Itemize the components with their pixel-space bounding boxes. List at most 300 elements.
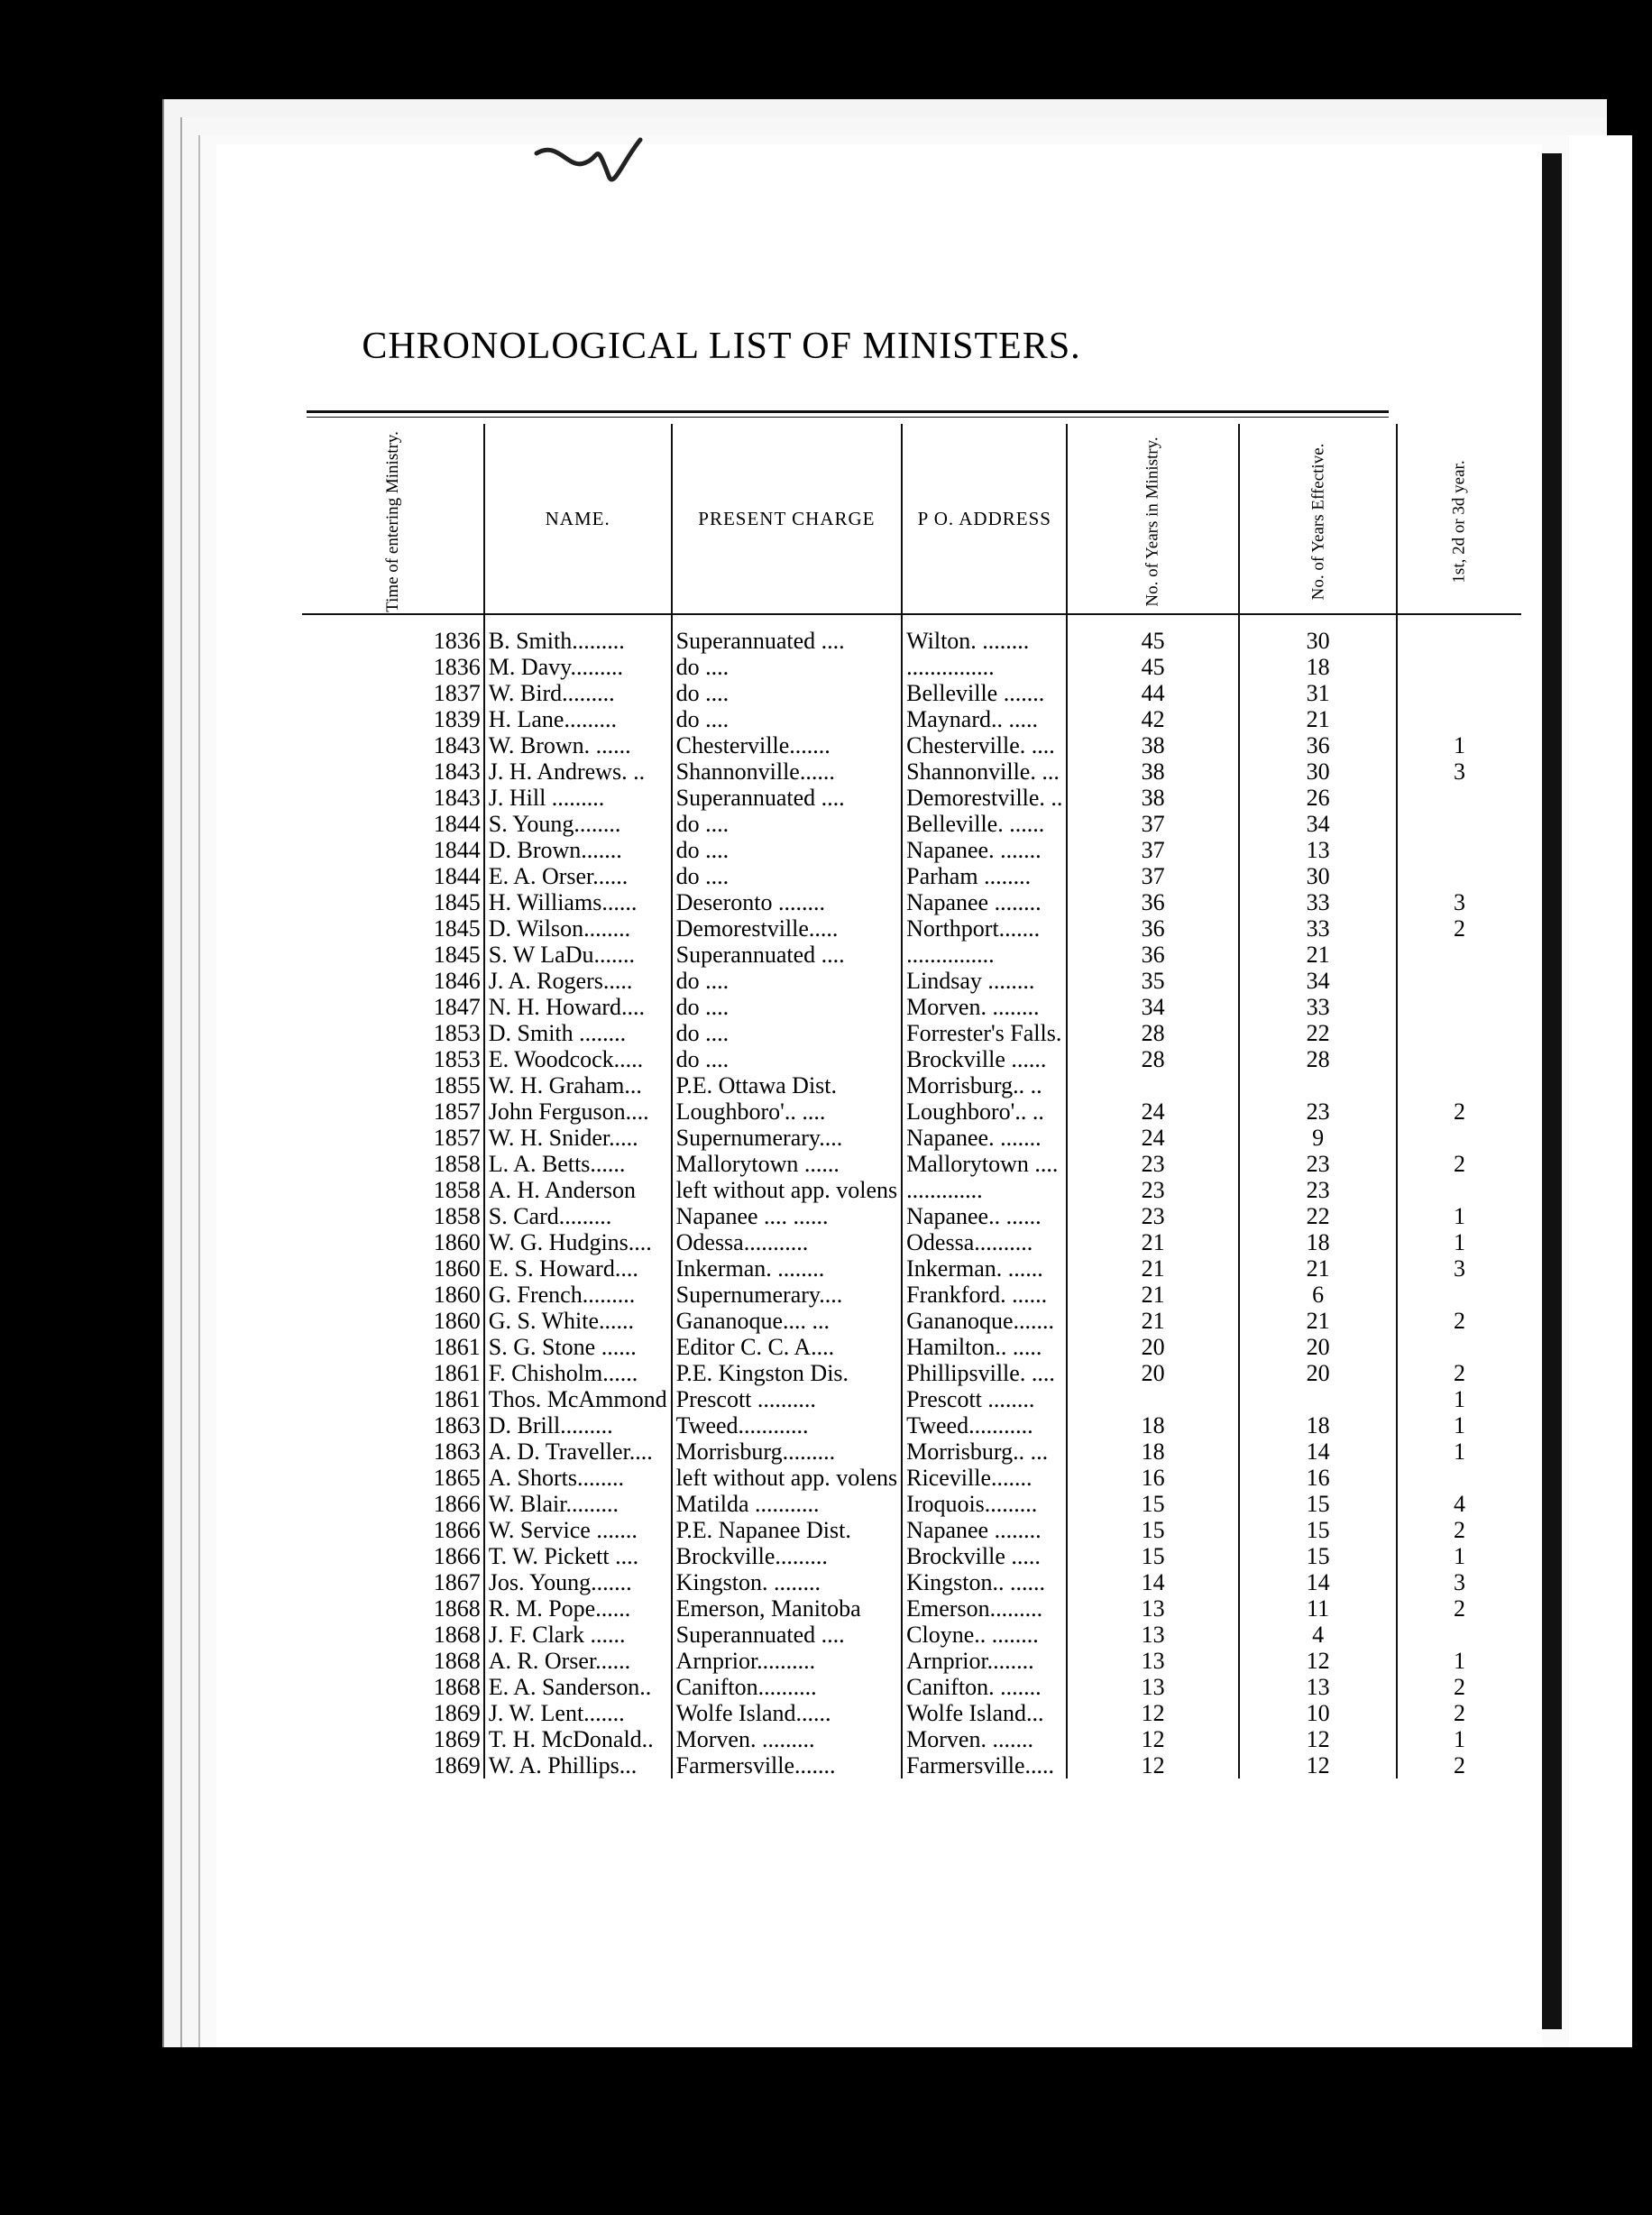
cell-year-term: 2 — [1454, 1674, 1466, 1700]
cell-year: 1845 — [302, 889, 484, 915]
cell-years-effective: 28 — [1239, 1046, 1398, 1072]
col-header-year-term: 1st, 2d or 3d year. — [1397, 424, 1520, 614]
cell-years-ministry: 18 — [1067, 1412, 1238, 1438]
cell-year-term: 1 — [1454, 1648, 1466, 1674]
cell-charge: left without app. volens — [672, 1465, 903, 1491]
cell-years-ministry: 13 — [1067, 1622, 1238, 1648]
table-row — [302, 1360, 1521, 1386]
cell-year: 1857 — [302, 1098, 484, 1125]
cell-year-term: 3 — [1454, 889, 1466, 915]
col-header-years-effective: No. of Years Effective. — [1239, 424, 1398, 614]
cell-year: 1843 — [302, 732, 484, 758]
cell-years-effective: 21 — [1239, 706, 1398, 732]
cell-year: 1865 — [302, 1465, 484, 1491]
table-row — [302, 1020, 1521, 1046]
cell-years-ministry: 14 — [1067, 1569, 1238, 1595]
cell-address: Napanee. ....... — [902, 1125, 1067, 1151]
cell-charge: Odessa........... — [672, 1229, 903, 1255]
cell-charge: Canifton.......... — [672, 1674, 903, 1700]
page-gutter-shadow — [1542, 153, 1562, 2029]
cell-address: Brockville ..... — [902, 1543, 1067, 1569]
cell-charge: Superannuated .... — [672, 785, 903, 811]
cell-charge: Morven. ......... — [672, 1726, 903, 1752]
cell-year-term: 2 — [1454, 1752, 1466, 1778]
cell-years-effective: 15 — [1239, 1543, 1398, 1569]
cell-years-ministry: 38 — [1067, 758, 1238, 785]
table-row — [302, 915, 1521, 942]
cell-years-ministry: 21 — [1067, 1255, 1238, 1282]
cell-charge: Inkerman. ........ — [672, 1255, 903, 1282]
cell-year-term — [1397, 837, 1520, 863]
table-row — [302, 1046, 1521, 1072]
table-row — [302, 1386, 1521, 1412]
col-header-charge: PRESENT CHARGE — [672, 424, 903, 614]
cell-years-effective: 21 — [1239, 1308, 1398, 1334]
cell-charge: do .... — [672, 654, 903, 680]
cell-years-effective: 33 — [1239, 889, 1398, 915]
cell-name: A. H. Anderson — [484, 1177, 672, 1203]
handwritten-check-mark — [532, 135, 676, 198]
cell-years-effective: 13 — [1239, 1674, 1398, 1700]
cell-charge: do .... — [672, 706, 903, 732]
cell-years-effective: 15 — [1239, 1517, 1398, 1543]
cell-name: D. Brown....... — [484, 837, 672, 863]
table-row — [302, 680, 1521, 706]
cell-address: Tweed........... — [902, 1412, 1067, 1438]
cell-name: J. W. Lent....... — [484, 1700, 672, 1726]
cell-year: 1866 — [302, 1543, 484, 1569]
cell-name: L. A. Betts...... — [484, 1151, 672, 1177]
cell-years-effective: 10 — [1239, 1700, 1398, 1726]
cell-years-effective: 18 — [1239, 1412, 1398, 1438]
table-row — [302, 1255, 1521, 1282]
cell-address: Canifton. ....... — [902, 1674, 1067, 1700]
cell-address: Northport....... — [902, 915, 1067, 942]
cell-year-term: 2 — [1454, 1308, 1466, 1334]
cell-charge: do .... — [672, 994, 903, 1020]
cell-year-term — [1397, 811, 1520, 837]
cell-address: Riceville....... — [902, 1465, 1067, 1491]
cell-name: S. Young........ — [484, 811, 672, 837]
ministers-table — [302, 424, 1521, 1778]
cell-name: H. Lane......... — [484, 706, 672, 732]
cell-year: 1861 — [302, 1360, 484, 1386]
col-header-address: P O. ADDRESS — [902, 424, 1067, 614]
cell-years-effective: 6 — [1239, 1282, 1398, 1308]
cell-years-ministry: 45 — [1067, 654, 1238, 680]
cell-address: ............... — [902, 942, 1067, 968]
cell-name: T. H. McDonald.. — [484, 1726, 672, 1752]
cell-years-effective: 33 — [1239, 994, 1398, 1020]
cell-charge: Superannuated .... — [672, 614, 903, 654]
cell-years-effective: 23 — [1239, 1177, 1398, 1203]
cell-year-term — [1397, 863, 1520, 889]
cell-name: W. Bird......... — [484, 680, 672, 706]
cell-years-ministry: 13 — [1067, 1674, 1238, 1700]
cell-years-effective: 12 — [1239, 1752, 1398, 1778]
table-row — [302, 1125, 1521, 1151]
cell-year-term — [1397, 968, 1520, 994]
cell-address: Napanee. ....... — [902, 837, 1067, 863]
cell-year-term — [1397, 654, 1520, 680]
cell-name: E. A. Sanderson.. — [484, 1674, 672, 1700]
cell-years-effective: 23 — [1239, 1151, 1398, 1177]
cell-years-ministry — [1067, 1072, 1238, 1098]
cell-charge: Wolfe Island...... — [672, 1700, 903, 1726]
table-row — [302, 1648, 1521, 1674]
cell-years-ministry: 20 — [1067, 1360, 1238, 1386]
table-row — [302, 1151, 1521, 1177]
cell-year: 1846 — [302, 968, 484, 994]
cell-charge: Mallorytown ...... — [672, 1151, 903, 1177]
table-row — [302, 758, 1521, 785]
table-top-rule — [307, 410, 1389, 418]
cell-name: E. A. Orser...... — [484, 863, 672, 889]
table-row — [302, 1517, 1521, 1543]
table-row — [302, 1726, 1521, 1752]
cell-address: Loughboro'.. .. — [902, 1098, 1067, 1125]
cell-name: John Ferguson.... — [484, 1098, 672, 1125]
cell-address: Maynard.. ..... — [902, 706, 1067, 732]
table-row — [302, 732, 1521, 758]
cell-years-ministry: 45 — [1067, 614, 1238, 654]
cell-years-ministry: 13 — [1067, 1595, 1238, 1622]
cell-charge: P.E. Kingston Dis. — [672, 1360, 903, 1386]
table-row — [302, 1229, 1521, 1255]
cell-years-effective: 4 — [1239, 1622, 1398, 1648]
cell-address: Frankford. ...... — [902, 1282, 1067, 1308]
cell-year-term: 4 — [1454, 1491, 1466, 1517]
cell-name: W. H. Graham... — [484, 1072, 672, 1098]
cell-year-term: 1 — [1454, 1412, 1466, 1438]
cell-name: B. Smith......... — [484, 614, 672, 654]
table-row — [302, 1334, 1521, 1360]
col-header-time: Time of entering Ministry. — [302, 424, 484, 614]
cell-address: Lindsay ........ — [902, 968, 1067, 994]
cell-years-ministry: 20 — [1067, 1334, 1238, 1360]
cell-years-ministry: 23 — [1067, 1151, 1238, 1177]
cell-years-effective: 21 — [1239, 1255, 1398, 1282]
cell-name: E. S. Howard.... — [484, 1255, 672, 1282]
cell-name: D. Brill......... — [484, 1412, 672, 1438]
cell-years-effective: 14 — [1239, 1438, 1398, 1465]
cell-name: A. Shorts........ — [484, 1465, 672, 1491]
table-row — [302, 1282, 1521, 1308]
table-row — [302, 1072, 1521, 1098]
cell-year-term: 1 — [1454, 1229, 1466, 1255]
cell-years-ministry: 15 — [1067, 1543, 1238, 1569]
cell-charge: Gananoque.... ... — [672, 1308, 903, 1334]
cell-name: W. A. Phillips... — [484, 1752, 672, 1778]
cell-year: 1844 — [302, 811, 484, 837]
table-row — [302, 1308, 1521, 1334]
cell-year: 1845 — [302, 942, 484, 968]
cell-charge: Napanee .... ...... — [672, 1203, 903, 1229]
cell-address: Napanee.. ...... — [902, 1203, 1067, 1229]
cell-year-term — [1397, 1072, 1520, 1098]
cell-year: 1837 — [302, 680, 484, 706]
table-row — [302, 1543, 1521, 1569]
cell-year: 1858 — [302, 1203, 484, 1229]
cell-address: Morrisburg.. .. — [902, 1072, 1067, 1098]
cell-address: Inkerman. ...... — [902, 1255, 1067, 1282]
cell-years-ministry: 23 — [1067, 1177, 1238, 1203]
cell-year-term: 3 — [1454, 1569, 1466, 1595]
table-row — [302, 1752, 1521, 1778]
cell-address: ............. — [902, 1177, 1067, 1203]
table-row — [302, 968, 1521, 994]
cell-years-ministry: 42 — [1067, 706, 1238, 732]
table-row — [302, 994, 1521, 1020]
cell-year: 1847 — [302, 994, 484, 1020]
cell-years-effective: 33 — [1239, 915, 1398, 942]
cell-charge: Superannuated .... — [672, 1622, 903, 1648]
cell-year-term — [1397, 994, 1520, 1020]
cell-years-effective — [1239, 1072, 1398, 1098]
cell-charge: Farmersville....... — [672, 1752, 903, 1778]
cell-years-ministry: 16 — [1067, 1465, 1238, 1491]
cell-year-term — [1397, 614, 1520, 654]
cell-year-term — [1397, 706, 1520, 732]
cell-year: 1860 — [302, 1229, 484, 1255]
cell-year-term — [1397, 1046, 1520, 1072]
cell-years-ministry: 23 — [1067, 1203, 1238, 1229]
cell-charge: do .... — [672, 968, 903, 994]
cell-year: 1868 — [302, 1595, 484, 1622]
cell-address: Demorestville. .. — [902, 785, 1067, 811]
cell-address: Arnprior........ — [902, 1648, 1067, 1674]
cell-year-term: 2 — [1454, 1360, 1466, 1386]
table-row — [302, 942, 1521, 968]
cell-year: 1868 — [302, 1622, 484, 1648]
cell-charge: do .... — [672, 1046, 903, 1072]
cell-years-ministry: 38 — [1067, 732, 1238, 758]
cell-year-term: 2 — [1454, 1151, 1466, 1177]
table-header-row — [302, 424, 1521, 614]
cell-years-ministry: 18 — [1067, 1438, 1238, 1465]
cell-charge: Matilda ........... — [672, 1491, 903, 1517]
cell-charge: Morrisburg......... — [672, 1438, 903, 1465]
cell-name: N. H. Howard.... — [484, 994, 672, 1020]
cell-name: M. Davy......... — [484, 654, 672, 680]
cell-year: 1863 — [302, 1438, 484, 1465]
cell-name: S. G. Stone ...... — [484, 1334, 672, 1360]
cell-years-ministry: 34 — [1067, 994, 1238, 1020]
cell-years-effective: 18 — [1239, 654, 1398, 680]
cell-address: Farmersville..... — [902, 1752, 1067, 1778]
cell-years-effective: 23 — [1239, 1098, 1398, 1125]
cell-years-ministry: 13 — [1067, 1648, 1238, 1674]
cell-charge: Editor C. C. A.... — [672, 1334, 903, 1360]
cell-charge: Kingston. ........ — [672, 1569, 903, 1595]
table-row — [302, 837, 1521, 863]
cell-years-effective: 34 — [1239, 811, 1398, 837]
table-row — [302, 1438, 1521, 1465]
cell-name: J. A. Rogers..... — [484, 968, 672, 994]
cell-year: 1858 — [302, 1177, 484, 1203]
cell-year: 1868 — [302, 1674, 484, 1700]
cell-year: 1836 — [302, 654, 484, 680]
cell-charge: do .... — [672, 837, 903, 863]
table-row — [302, 1203, 1521, 1229]
cell-name: W. Blair......... — [484, 1491, 672, 1517]
cell-charge: Chesterville....... — [672, 732, 903, 758]
cell-address: Chesterville. .... — [902, 732, 1067, 758]
cell-years-ministry: 37 — [1067, 863, 1238, 889]
cell-name: D. Wilson........ — [484, 915, 672, 942]
cell-years-effective: 15 — [1239, 1491, 1398, 1517]
cell-charge: P.E. Napanee Dist. — [672, 1517, 903, 1543]
cell-name: H. Williams...... — [484, 889, 672, 915]
cell-year-term: 1 — [1454, 1438, 1466, 1465]
cell-year: 1863 — [302, 1412, 484, 1438]
cell-year: 1843 — [302, 785, 484, 811]
cell-years-ministry: 24 — [1067, 1125, 1238, 1151]
cell-charge: Superannuated .... — [672, 942, 903, 968]
cell-years-effective: 14 — [1239, 1569, 1398, 1595]
cell-year-term — [1397, 1125, 1520, 1151]
cell-charge: Supernumerary.... — [672, 1282, 903, 1308]
cell-charge: Brockville......... — [672, 1543, 903, 1569]
cell-year: 1860 — [302, 1282, 484, 1308]
cell-name: S. Card......... — [484, 1203, 672, 1229]
cell-charge: Deseronto ........ — [672, 889, 903, 915]
cell-year: 1857 — [302, 1125, 484, 1151]
cell-year-term — [1397, 680, 1520, 706]
cell-years-ministry: 36 — [1067, 915, 1238, 942]
cell-years-effective: 34 — [1239, 968, 1398, 994]
cell-year: 1861 — [302, 1334, 484, 1360]
cell-year-term: 1 — [1454, 1386, 1466, 1412]
cell-year-term — [1397, 1334, 1520, 1360]
cell-years-effective: 16 — [1239, 1465, 1398, 1491]
cell-charge: Arnprior.......... — [672, 1648, 903, 1674]
cell-years-ministry: 36 — [1067, 889, 1238, 915]
cell-year-term: 1 — [1454, 1543, 1466, 1569]
cell-address: Morrisburg.. ... — [902, 1438, 1067, 1465]
col-header-name: NAME. — [484, 424, 672, 614]
cell-year: 1843 — [302, 758, 484, 785]
cell-year: 1869 — [302, 1700, 484, 1726]
cell-years-effective: 36 — [1239, 732, 1398, 758]
cell-years-ministry: 21 — [1067, 1282, 1238, 1308]
cell-years-effective: 9 — [1239, 1125, 1398, 1151]
cell-charge: do .... — [672, 811, 903, 837]
cell-years-effective: 22 — [1239, 1203, 1398, 1229]
ministers-table-container — [302, 424, 1470, 1778]
cell-years-ministry: 24 — [1067, 1098, 1238, 1125]
cell-year: 1860 — [302, 1308, 484, 1334]
cell-year: 1844 — [302, 837, 484, 863]
cell-name: J. H. Andrews. .. — [484, 758, 672, 785]
cell-charge: Prescott .......... — [672, 1386, 903, 1412]
cell-years-effective: 11 — [1239, 1595, 1398, 1622]
cell-name: G. French......... — [484, 1282, 672, 1308]
cell-year-term: 2 — [1454, 1517, 1466, 1543]
cell-name: D. Smith ........ — [484, 1020, 672, 1046]
cell-charge: Emerson, Manitoba — [672, 1595, 903, 1622]
cell-address: Emerson......... — [902, 1595, 1067, 1622]
page-title: CHRONOLOGICAL LIST OF MINISTERS. — [362, 326, 1081, 367]
cell-name: E. Woodcock..... — [484, 1046, 672, 1072]
cell-year-term: 3 — [1454, 1255, 1466, 1282]
cell-years-effective: 30 — [1239, 863, 1398, 889]
cell-address: Morven. ....... — [902, 1726, 1067, 1752]
table-row — [302, 1595, 1521, 1622]
cell-name: J. F. Clark ...... — [484, 1622, 672, 1648]
table-row — [302, 811, 1521, 837]
cell-years-effective: 12 — [1239, 1726, 1398, 1752]
cell-charge: Demorestville..... — [672, 915, 903, 942]
cell-years-effective — [1239, 1386, 1398, 1412]
cell-year: 1866 — [302, 1517, 484, 1543]
cell-years-ministry: 21 — [1067, 1229, 1238, 1255]
cell-years-effective: 20 — [1239, 1334, 1398, 1360]
cell-year: 1855 — [302, 1072, 484, 1098]
cell-year-term: 2 — [1454, 1098, 1466, 1125]
cell-charge: do .... — [672, 863, 903, 889]
cell-address: Hamilton.. ..... — [902, 1334, 1067, 1360]
cell-address: Shannonville. ... — [902, 758, 1067, 785]
cell-charge: do .... — [672, 1020, 903, 1046]
cell-address: ............... — [902, 654, 1067, 680]
cell-year: 1845 — [302, 915, 484, 942]
cell-year: 1867 — [302, 1569, 484, 1595]
cell-name: A. D. Traveller.... — [484, 1438, 672, 1465]
cell-years-ministry: 28 — [1067, 1020, 1238, 1046]
cell-year: 1866 — [302, 1491, 484, 1517]
cell-years-ministry: 36 — [1067, 942, 1238, 968]
table-row — [302, 1622, 1521, 1648]
cell-charge: Shannonville...... — [672, 758, 903, 785]
cell-years-ministry: 15 — [1067, 1517, 1238, 1543]
cell-name: Thos. McAmmond — [484, 1386, 672, 1412]
cell-years-effective: 20 — [1239, 1360, 1398, 1386]
cell-address: Gananoque....... — [902, 1308, 1067, 1334]
cell-name: W. G. Hudgins.... — [484, 1229, 672, 1255]
table-row — [302, 1177, 1521, 1203]
table-row — [302, 1674, 1521, 1700]
cell-address: Iroquois......... — [902, 1491, 1067, 1517]
cell-years-ministry: 21 — [1067, 1308, 1238, 1334]
cell-years-effective: 22 — [1239, 1020, 1398, 1046]
cell-charge: P.E. Ottawa Dist. — [672, 1072, 903, 1098]
cell-year-term: 1 — [1454, 732, 1466, 758]
cell-years-effective: 18 — [1239, 1229, 1398, 1255]
cell-year-term: 1 — [1454, 1726, 1466, 1752]
cell-years-ministry: 44 — [1067, 680, 1238, 706]
cell-year-term — [1397, 942, 1520, 968]
cell-address: Kingston.. ...... — [902, 1569, 1067, 1595]
cell-years-effective: 13 — [1239, 837, 1398, 863]
cell-charge: left without app. volens — [672, 1177, 903, 1203]
cell-years-ministry: 38 — [1067, 785, 1238, 811]
cell-year-term — [1397, 1282, 1520, 1308]
cell-years-ministry: 15 — [1067, 1491, 1238, 1517]
cell-charge: do .... — [672, 680, 903, 706]
cell-years-ministry: 12 — [1067, 1700, 1238, 1726]
cell-years-ministry: 37 — [1067, 811, 1238, 837]
cell-years-effective: 26 — [1239, 785, 1398, 811]
table-row — [302, 654, 1521, 680]
cell-address: Wolfe Island... — [902, 1700, 1067, 1726]
table-row — [302, 614, 1521, 654]
cell-address: Mallorytown .... — [902, 1151, 1067, 1177]
cell-years-ministry: 37 — [1067, 837, 1238, 863]
right-margin-strip — [1569, 135, 1632, 2047]
cell-address: Morven. ........ — [902, 994, 1067, 1020]
cell-name: W. H. Snider..... — [484, 1125, 672, 1151]
